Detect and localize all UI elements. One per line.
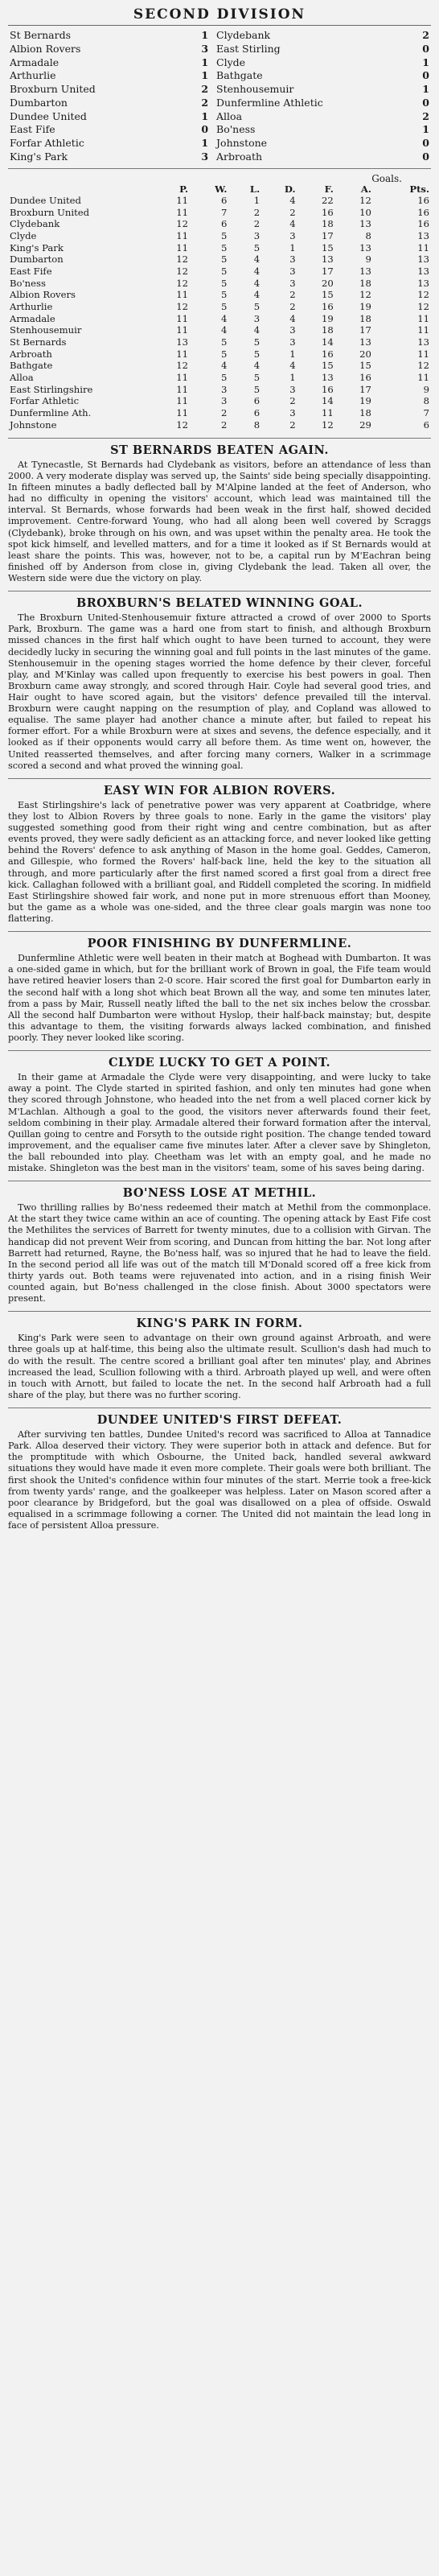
drawn: 3 — [289, 383, 296, 395]
match-report — [8, 1050, 431, 1174]
goals-for: 16 — [322, 383, 334, 395]
points: 13 — [417, 265, 429, 277]
club-name: Dunfermline Ath. — [10, 406, 92, 418]
match-report — [8, 931, 431, 1044]
goals-for: 17 — [322, 229, 334, 241]
result-row — [8, 110, 431, 124]
club-name: Dundee United — [10, 194, 81, 206]
drawn: 3 — [289, 406, 296, 418]
lost: 3 — [253, 229, 261, 241]
lost: 6 — [253, 406, 261, 418]
club-name: Dumbarton — [10, 253, 64, 266]
report-headline: BROXBURN'S BELATED WINNING GOAL. — [76, 596, 363, 611]
goals-against: 12 — [359, 194, 371, 206]
goals-against: 15 — [359, 360, 371, 372]
home-team: Dundee United — [10, 109, 87, 122]
points: 16 — [417, 194, 429, 206]
goals-for: 19 — [322, 312, 334, 324]
goals-for: 16 — [322, 300, 334, 312]
away-score: 0 — [422, 96, 429, 109]
played: 11 — [176, 395, 188, 407]
report-body: Two thrilling rallies by Bo'ness redeemed their match at Methil from the commonplace. At the start they twice came within an ace of counting. The opening attack by East Fife cost the Methilites the services of Barrett for twenty minutes, due to a collision with Girvan. The handicap did not prevent Weir from scoring, and Duncan from hitting the bar. Not long after Barrett had returned, Rayne, the Bo'ness half, was so injured that he had to leave the field. In the second period all life was out of the match till M'Donald scored off a free kick from thirty yards out. Both teams were rejuvenated into action, and in a rising finish Weir counted again, but Bo'ness challenged in the close finish. About 3000 spectators were present. — [8, 1202, 431, 1304]
won: 5 — [221, 336, 228, 348]
goals-against: 19 — [359, 300, 371, 312]
played: 11 — [176, 371, 188, 383]
goals-against: 13 — [359, 218, 371, 230]
match-report — [8, 778, 431, 925]
drawn: 2 — [289, 300, 296, 312]
goals-for: 16 — [322, 348, 334, 360]
club-name: Clydebank — [10, 218, 60, 230]
won: 4 — [221, 312, 228, 324]
league-row — [8, 325, 431, 337]
goals-for: 20 — [322, 277, 334, 289]
club-name: Johnstone — [10, 418, 57, 431]
goals-against: 17 — [359, 383, 371, 395]
away-team: Clydebank — [216, 29, 271, 42]
home-score: 1 — [201, 137, 209, 150]
played: 12 — [176, 300, 188, 312]
points: 9 — [423, 383, 429, 395]
goals-for: 16 — [322, 206, 334, 218]
report-body: King's Park were seen to advantage on their own ground against Arbroath, and were three goals up at half-time, this being also the ultimate result. Scullion's dash had much to do with the result. The centre scored a brilliant goal after ten minutes' play, and Abrines increased the lead, Scullion following with a third. Arbroath played up well, and were often in touch with Arnott, but failed to locate the net. In the second half Arbroath had a full share of the play, but there was no further scoring. — [8, 1333, 431, 1400]
goals-for: 22 — [322, 194, 334, 206]
away-score: 1 — [422, 56, 429, 68]
away-team: Dunfermline Athletic — [216, 96, 323, 109]
played: 11 — [176, 206, 188, 218]
match-report — [8, 1408, 431, 1531]
won: 5 — [221, 241, 228, 253]
goals-for: 12 — [322, 418, 334, 431]
league-row — [8, 361, 431, 373]
lost: 5 — [253, 336, 261, 348]
league-row — [8, 278, 431, 290]
drawn: 4 — [289, 218, 296, 230]
league-row — [8, 372, 431, 384]
goals-against: 13 — [359, 241, 371, 253]
result-row — [8, 56, 431, 70]
won: 5 — [221, 348, 228, 360]
report-headline: BO'NESS LOSE AT METHIL. — [122, 1186, 317, 1201]
lost: 4 — [253, 360, 261, 372]
away-score: 0 — [422, 42, 429, 55]
header-drawn: D. — [284, 183, 296, 195]
goals-for: 18 — [322, 218, 334, 230]
goals-against: 20 — [359, 348, 371, 360]
goals-against: 18 — [359, 277, 371, 289]
points: 13 — [417, 229, 429, 241]
played: 11 — [176, 312, 188, 324]
league-row — [8, 290, 431, 302]
match-reports — [8, 438, 431, 1531]
club-name: Albion Rovers — [10, 289, 76, 301]
result-row — [8, 69, 431, 83]
lost: 2 — [253, 206, 261, 218]
home-team: Arthurlie — [10, 69, 56, 82]
goals-for: 14 — [322, 395, 334, 407]
league-row — [8, 266, 431, 278]
goals-against: 18 — [359, 312, 371, 324]
club-name: Arthurlie — [10, 300, 53, 312]
home-score: 3 — [201, 150, 209, 163]
goals-for: 14 — [322, 336, 334, 348]
drawn: 1 — [289, 241, 296, 253]
league-row — [8, 254, 431, 266]
result-row — [8, 137, 431, 150]
home-score: 1 — [201, 56, 209, 68]
league-row — [8, 230, 431, 242]
played: 12 — [176, 253, 188, 266]
report-body: In their game at Armadale the Clyde were very disappointing, and were lucky to take away a point. The Clyde started in spirited fashion, and only ten minutes had gone when they scored through Johnstone, who headed into the net from a well placed corner kick by M'Lachlan. Although a goal to the good, the visitors never afterwards found their feet, seldom combining in their play. Armadale altered their forward formation after the interval, Quillan going to centre and Forsyth to the outside right position. The change tended toward improvement, and the equaliser came five minutes later. After a clever save by Shingleton, the ball rebounded into play. Cheetham was let with an empty goal, and he made no mistake. Shingleton was the best man in the visitors' team, some of his saves being daring. — [8, 1072, 431, 1174]
result-row — [8, 97, 431, 110]
report-headline: EASY WIN FOR ALBION ROVERS. — [103, 783, 336, 798]
lost: 4 — [253, 289, 261, 301]
played: 12 — [176, 418, 188, 431]
league-row — [8, 195, 431, 207]
club-name: Alloa — [10, 371, 34, 383]
report-body: At Tynecastle, St Bernards had Clydebank as visitors, before an attendance of less than 2000. A very moderate display was served up, the Saints' side being specially disappointing. In fifteen minutes a badly deflected ball by M'Alpine landed at the feet of Anderson, who had no difficulty in opening the visitors' account, which lead was maintained till the interval. St Bernards, whose forwards had been weak in the first half, showed decided improvement. Centre-forward Young, who had all along been well covered by Scraggs (Clydebank), broke through on his own, and was upset within the penalty area. He took the spot kick himself, and levelled matters, and for a time it looked as if St Bernards would at least share the points. This was, however, not to be, a capital run by M'Eachran being finished off by Anderson from close in, giving Clydebank the lead. Taken all over, the Western side were due the victory on play. — [8, 459, 431, 584]
divider — [8, 1050, 431, 1051]
league-row — [8, 396, 431, 408]
goals-against: 17 — [359, 324, 371, 336]
report-headline: KING'S PARK IN FORM. — [136, 1317, 303, 1331]
goals-for: 15 — [322, 289, 334, 301]
goals-against: 19 — [359, 395, 371, 407]
played: 11 — [176, 289, 188, 301]
away-team: Arbroath — [216, 150, 263, 163]
club-name: East Stirlingshire — [10, 383, 93, 395]
points: 16 — [417, 218, 429, 230]
points: 11 — [417, 312, 429, 324]
match-report — [8, 1311, 431, 1401]
lost: 5 — [253, 371, 261, 383]
drawn: 2 — [289, 395, 296, 407]
home-score: 1 — [201, 69, 209, 82]
club-name: Arbroath — [10, 348, 52, 360]
league-row — [8, 336, 431, 348]
header-against: A. — [360, 183, 371, 195]
result-row — [8, 123, 431, 137]
masthead: SECOND DIVISION — [8, 3, 431, 26]
points: 13 — [417, 336, 429, 348]
drawn: 3 — [289, 277, 296, 289]
played: 11 — [176, 229, 188, 241]
header-points: Pts. — [409, 183, 429, 195]
drawn: 4 — [289, 312, 296, 324]
drawn: 3 — [289, 229, 296, 241]
report-body: The Broxburn United-Stenhousemuir fixture attracted a crowd of over 2000 to Sports Park, Broxburn. The game was a hard one from start to finish, and although Broxburn missed chances in the first half which ought to have been turned to account, they were decidedly lucky in securing the winning goal and full points in the last minutes of the game. Stenhousemuir in the opening stages worried the home defence by their clever, forceful play, and M'Kinlay was called upon frequently to exercise his best powers in goal. Then Broxburn came away strongly, and scored through Hair. Coyle had several good tries, and Hair ought to have scored again, but the visitors' defence prevailed till the interval. Broxburn were caught napping on the resumption of play, and Copland was allowed to equalise. The same player had another chance a minute after, but failed to repeat his former effort. For a while Broxburn were at sixes and sevens, the defence especially, and it looked as if their opponents would carry all before them. As time went on, however, the United reasserted themselves, and after forcing many corners, Walker in a scrimmage scored a second and what proved the winning goal. — [8, 612, 431, 771]
played: 12 — [176, 277, 188, 289]
won: 5 — [221, 265, 228, 277]
lost: 8 — [253, 418, 261, 431]
away-team: Stenhousemuir — [216, 83, 294, 96]
report-body: Dunfermline Athletic were well beaten in their match at Boghead with Dumbarton. It was a one-sided game in which, but for the brilliant work of Brown in goal, the Fife team would have retired heavier losers than 2-0 score. Hair scored the first goal for Dumbarton early in the second half with a long shot which beat Brown all the way, and some ten minutes later, from a pass by Mair, Russell neatly lifted the ball to the net six inches below the crossbar. All the second half Dumbarton were without Hyslop, their half-back mainstay; but, despite this advantage to them, the visiting forwards always lacked combination, and finished poorly. They never looked like scoring. — [8, 953, 431, 1043]
drawn: 3 — [289, 265, 296, 277]
match-report — [8, 438, 431, 584]
points: 12 — [417, 360, 429, 372]
goals-for: 18 — [322, 324, 334, 336]
goals-for: 15 — [322, 360, 334, 372]
result-row — [8, 43, 431, 56]
won: 5 — [221, 229, 228, 241]
league-row — [8, 313, 431, 325]
league-row — [8, 207, 431, 219]
divider — [8, 438, 431, 439]
goals-for: 11 — [322, 406, 334, 418]
goals-for: 15 — [322, 241, 334, 253]
goals-against: 10 — [359, 206, 371, 218]
home-score: 1 — [201, 29, 209, 42]
points: 6 — [423, 418, 429, 431]
header-lost: L. — [249, 183, 261, 195]
played: 12 — [176, 360, 188, 372]
played: 12 — [176, 265, 188, 277]
won: 6 — [221, 218, 228, 230]
club-name: Forfar Athletic — [10, 395, 80, 407]
won: 4 — [221, 360, 228, 372]
goals-against: 13 — [359, 265, 371, 277]
points: 13 — [417, 253, 429, 266]
won: 5 — [221, 371, 228, 383]
away-score: 1 — [422, 123, 429, 136]
results-table — [8, 29, 431, 164]
header-played: P. — [179, 183, 188, 195]
report-headline: ST BERNARDS BEATEN AGAIN. — [110, 443, 329, 457]
club-name: Stenhousemuir — [10, 324, 82, 336]
league-row — [8, 407, 431, 419]
won: 5 — [221, 289, 228, 301]
points: 12 — [417, 300, 429, 312]
home-score: 2 — [201, 83, 209, 96]
home-team: Forfar Athletic — [10, 137, 84, 150]
goals-for: 13 — [322, 371, 334, 383]
home-score: 1 — [201, 109, 209, 122]
drawn: 3 — [289, 253, 296, 266]
away-team: Bathgate — [216, 69, 263, 82]
league-table — [8, 184, 431, 431]
away-team: Clyde — [216, 56, 246, 68]
lost: 4 — [253, 253, 261, 266]
lost: 5 — [253, 300, 261, 312]
lost: 4 — [253, 265, 261, 277]
club-name: East Fife — [10, 265, 52, 277]
away-team: Johnstone — [216, 137, 268, 150]
lost: 4 — [253, 324, 261, 336]
away-team: East Stirling — [216, 42, 281, 55]
divider — [8, 931, 431, 932]
lost: 4 — [253, 277, 261, 289]
played: 11 — [176, 348, 188, 360]
club-name: Broxburn United — [10, 206, 90, 218]
club-name: Armadale — [10, 312, 55, 324]
header-for: F. — [324, 183, 334, 195]
points: 12 — [417, 289, 429, 301]
home-team: East Fife — [10, 123, 55, 136]
lost: 1 — [253, 194, 261, 206]
drawn: 4 — [289, 360, 296, 372]
won: 6 — [221, 194, 228, 206]
played: 11 — [176, 194, 188, 206]
away-team: Bo'ness — [216, 123, 256, 136]
drawn: 2 — [289, 206, 296, 218]
goals-for: 13 — [322, 253, 334, 266]
match-report — [8, 1181, 431, 1304]
points: 11 — [417, 324, 429, 336]
club-name: Clyde — [10, 229, 37, 241]
played: 11 — [176, 241, 188, 253]
won: 2 — [221, 406, 228, 418]
away-score: 0 — [422, 137, 429, 150]
away-team: Alloa — [216, 109, 243, 122]
home-team: Broxburn United — [10, 83, 96, 96]
divider — [8, 778, 431, 779]
away-score: 2 — [422, 109, 429, 122]
away-score: 1 — [422, 83, 429, 96]
report-body: After surviving ten battles, Dundee United's record was sacrificed to Alloa at Tannadice Park. Alloa deserved their victory. They were superior both in attack and defence. But for the promptitude with which Osbourne, the United back, handled several awkward situations they would have made it even more complete. Their goals were both brilliant. The first shook the United's confidence within four minutes of the start. Merrie took a free-kick from twenty yards' range, and the goalkeeper was helpless. Later on Mason scored after a poor clearance by Bridgeford, but the goal was disallowed on a plea of offside. Oswald equalised in a scrimmage following a corner. The United did not maintain the lead long in face of persistent Alloa pressure. — [8, 1429, 431, 1531]
divider — [8, 1311, 431, 1312]
league-row — [8, 219, 431, 231]
league-row — [8, 242, 431, 254]
drawn: 3 — [289, 336, 296, 348]
played: 11 — [176, 324, 188, 336]
home-score: 2 — [201, 96, 209, 109]
drawn: 3 — [289, 324, 296, 336]
report-body: East Stirlingshire's lack of penetrative power was very apparent at Coatbridge, where they lost to Albion Rovers by three goals to none. Early in the game the visitors' play suggested something good from their right wing and centre combination, but as after events proved, they were sadly deficient as an attacking force, and never looked like getting behind the Rovers' defence to ask anything of Mason in the home goal. Geddes, Cameron, and Gillespie, who formed the Rovers' half-back line, held the key to the situation all through, and more particularly after the first named scored a first goal from a direct free kick. Callaghan followed with a brilliant goal, and Riddell completed the scoring. In midfield East Stirlingshire showed fair work, and none put in more strenuous effort than Mooney, but the game as a whole was one-sided, and the three clear goals margin was none too flattering. — [8, 799, 431, 924]
report-headline: POOR FINISHING BY DUNFERMLINE. — [87, 937, 352, 951]
points: 8 — [423, 395, 429, 407]
lost: 3 — [253, 312, 261, 324]
points: 7 — [423, 406, 429, 418]
points: 11 — [417, 241, 429, 253]
goals-against: 8 — [365, 229, 371, 241]
points: 13 — [417, 277, 429, 289]
played: 12 — [176, 218, 188, 230]
goals-against: 9 — [365, 253, 371, 266]
league-row — [8, 419, 431, 431]
home-team: St Bernards — [10, 29, 72, 42]
points: 16 — [417, 206, 429, 218]
club-name: King's Park — [10, 241, 64, 253]
home-team: King's Park — [10, 150, 68, 163]
won: 5 — [221, 277, 228, 289]
header-won: W. — [215, 183, 228, 195]
drawn: 1 — [289, 371, 296, 383]
club-name: St Bernards — [10, 336, 67, 348]
drawn: 1 — [289, 348, 296, 360]
away-score: 0 — [422, 69, 429, 82]
league-row — [8, 348, 431, 361]
lost: 2 — [253, 218, 261, 230]
home-team: Dumbarton — [10, 96, 68, 109]
result-row — [8, 83, 431, 97]
points: 11 — [417, 348, 429, 360]
drawn: 2 — [289, 289, 296, 301]
lost: 5 — [253, 383, 261, 395]
lost: 5 — [253, 348, 261, 360]
goals-label: Goals. — [371, 172, 402, 184]
divider — [8, 168, 431, 169]
lost: 6 — [253, 395, 261, 407]
drawn: 4 — [289, 194, 296, 206]
won: 7 — [221, 206, 228, 218]
played: 11 — [176, 406, 188, 418]
won: 3 — [221, 383, 228, 395]
home-team: Armadale — [10, 56, 59, 68]
club-name: Bo'ness — [10, 277, 46, 289]
home-score: 3 — [201, 42, 209, 55]
drawn: 2 — [289, 418, 296, 431]
away-score: 2 — [422, 29, 429, 42]
won: 5 — [221, 300, 228, 312]
goals-against: 29 — [359, 418, 371, 431]
away-score: 0 — [422, 150, 429, 163]
played: 11 — [176, 383, 188, 395]
won: 4 — [221, 324, 228, 336]
won: 3 — [221, 395, 228, 407]
report-headline: DUNDEE UNITED'S FIRST DEFEAT. — [96, 1413, 343, 1428]
result-row — [8, 29, 431, 43]
club-name: Bathgate — [10, 360, 53, 372]
points: 11 — [417, 371, 429, 383]
league-row — [8, 384, 431, 396]
goals-against: 16 — [359, 371, 371, 383]
goals-against: 12 — [359, 289, 371, 301]
played: 13 — [176, 336, 188, 348]
won: 5 — [221, 253, 228, 266]
result-row — [8, 150, 431, 164]
goals-for: 17 — [322, 265, 334, 277]
home-score: 0 — [201, 123, 209, 136]
league-header-row — [8, 184, 431, 196]
lost: 5 — [253, 241, 261, 253]
goals-against: 18 — [359, 406, 371, 418]
league-row — [8, 301, 431, 313]
report-headline: CLYDE LUCKY TO GET A POINT. — [108, 1056, 331, 1070]
won: 2 — [221, 418, 228, 431]
goals-against: 13 — [359, 336, 371, 348]
header-club — [8, 184, 152, 196]
match-report — [8, 591, 431, 772]
home-team: Albion Rovers — [10, 42, 81, 55]
